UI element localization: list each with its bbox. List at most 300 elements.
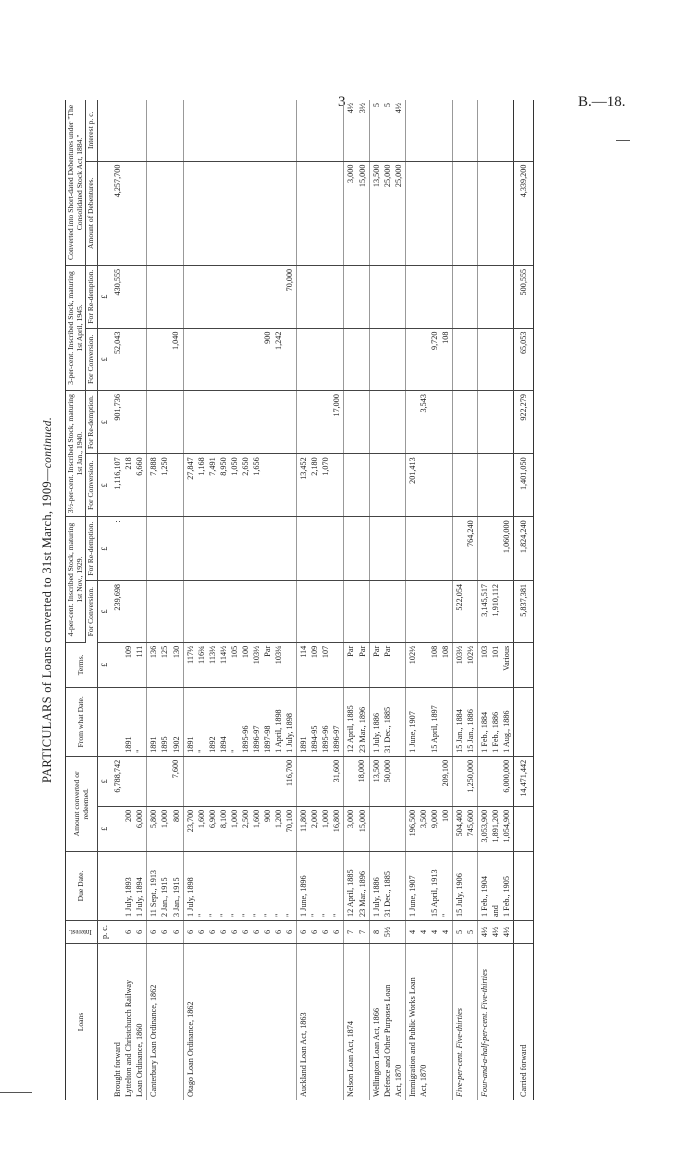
amount-detail-line: 1,000 [160, 809, 170, 829]
cell-c4-conv [478, 580, 514, 642]
amount-total-line [407, 760, 418, 803]
c3-conv-line [134, 332, 145, 388]
cell-due-date [369, 852, 405, 921]
deb-interest-line [123, 103, 134, 158]
loan-name-line: Otago Loan Ordinance, 1862 [185, 1001, 195, 1097]
cell-terms [478, 642, 514, 687]
from-date-line: " [229, 749, 239, 753]
interest-line: 6 [135, 929, 145, 935]
cell-loan-name [344, 944, 369, 1101]
c35-conv-line: 2,650 [240, 457, 250, 476]
due-date-line: 1 Feb., 1905 [502, 876, 512, 917]
table-row [183, 100, 297, 1100]
due-date-line: 3 Jan., 1915 [171, 877, 181, 917]
from-date-line: 12 April, 1885 [346, 705, 356, 753]
unit-pound: £ [98, 454, 112, 517]
amount-total-line: 1,250,000 [466, 759, 476, 793]
deb-amount-line: 13,500 [371, 164, 381, 188]
cell-amount-detail [183, 806, 297, 851]
amount-total-line: 13,500 [371, 759, 381, 783]
amount-total-line [218, 760, 229, 803]
amount-detail-line: 1,000 [321, 809, 331, 829]
c35-red-line [309, 394, 320, 450]
unit-pound: £ [98, 642, 112, 687]
cell-amount-total [183, 756, 297, 806]
amount-total-line [393, 760, 404, 803]
terms-line: 130 [171, 645, 181, 659]
carried-empty [514, 806, 534, 851]
cell-c3-red [405, 265, 452, 328]
interest-line: 6 [171, 929, 181, 935]
amount-detail-line: 3,500 [418, 809, 428, 829]
due-date-line [393, 855, 404, 917]
amount-detail-line: 2,500 [240, 809, 250, 829]
cell-c3-conv [183, 328, 297, 391]
loan-name-line: Wellington Loan Act, 1866 [371, 1008, 381, 1097]
from-date-line: 15 April, 1897 [429, 705, 439, 753]
interest-line: 6 [285, 929, 295, 935]
cell-c4-conv [405, 580, 452, 642]
cell-c3-conv [453, 328, 478, 391]
amount-detail-line: 11,800 [299, 809, 309, 832]
from-date-line: 1894-95 [310, 725, 320, 753]
col-4-conv: For Conversion. [86, 580, 98, 642]
page-number: 3 [338, 94, 346, 110]
loan-name-line: Auckland Loan Act, 1863 [299, 1012, 309, 1097]
deb-amount-line: 25,000 [382, 164, 392, 188]
c35-conv-line: 13,452 [299, 457, 309, 480]
cell-c4-conv [183, 580, 297, 642]
cell-c3-red [183, 265, 297, 328]
terms-line: 103 [480, 645, 490, 659]
amount-total-line [479, 760, 490, 803]
col-interest [66, 921, 98, 944]
from-date-line: 31 Dec., 1885 [382, 706, 392, 753]
from-date-line: 15 Jan., 1884 [455, 709, 465, 753]
cell-terms [297, 642, 344, 687]
due-date-line: " [196, 913, 206, 917]
deb-interest-line: 4½ [346, 103, 356, 114]
cell-c3-conv [111, 328, 147, 391]
c35-conv-line: 1,656 [251, 457, 261, 476]
carried-c3_conv: 65,053 [514, 328, 534, 391]
cell-c3-red [369, 265, 405, 328]
carried-c35_red: 922,279 [514, 391, 534, 454]
cell-c3-red [478, 265, 514, 328]
cell-amount-total [147, 756, 183, 806]
amount-total-line [262, 760, 273, 803]
c35-red-line [440, 394, 451, 450]
c35-conv-line: 7,888 [149, 457, 159, 476]
cell-from-date [453, 687, 478, 756]
terms-line: 109 [124, 645, 134, 659]
interest-line: 6 [310, 929, 320, 935]
unit-pound: £ [98, 517, 112, 581]
carried-empty [514, 687, 534, 756]
c4-conv-line: 522,054 [455, 583, 465, 611]
c3-conv-line [251, 332, 262, 388]
c3-conv-line: 9,720 [429, 331, 439, 350]
terms-line: 105 [229, 645, 239, 659]
cell-amount-detail [453, 806, 478, 851]
terms-line: 101 [491, 645, 501, 659]
cell-deb-interest [297, 100, 344, 161]
unit-pound: £ [98, 265, 112, 328]
c3-red-line: 430,555 [113, 268, 123, 296]
c35-conv-line [440, 457, 451, 513]
due-date-line: 1 July, 1894 [135, 877, 145, 917]
loan-name-line: Five-per-cent. Five-thirties [455, 1008, 465, 1097]
interest-line: 4 [440, 929, 450, 935]
c4-conv-line [465, 584, 476, 639]
amount-total-line [134, 760, 145, 803]
col-35-conv: For Conversion. [86, 454, 98, 517]
c35-red-line [320, 394, 331, 450]
cell-amount-detail [369, 806, 405, 851]
cell-loan-name [405, 944, 452, 1101]
cell-amount-detail [111, 806, 147, 851]
cell-c3-red [147, 265, 183, 328]
amount-total-line: 7,600 [171, 759, 181, 779]
amount-total-line [429, 760, 440, 803]
cell-c35-conv [478, 454, 514, 517]
cell-interest [369, 921, 405, 944]
col-35-red: For Re-demption. [86, 391, 98, 454]
cell-deb-interest [478, 100, 514, 161]
c3-conv-line [123, 332, 134, 388]
carried-empty [514, 921, 534, 944]
amount-total-line [207, 760, 218, 803]
due-date-line [465, 855, 476, 917]
cell-amount-detail [147, 806, 183, 851]
from-date-line: 1 Aug., 1886 [502, 710, 512, 753]
loan-name-line: Brought forward [113, 1042, 123, 1097]
c35-conv-line [171, 457, 182, 513]
cell-c35-conv [405, 454, 452, 517]
loan-name-line: Immigration and Public Works Loan [407, 977, 417, 1097]
carried-c4_red: 1,824,240 [514, 517, 534, 581]
deb-interest-line: 5 [371, 103, 381, 108]
loan-name-line: Act, 1870 [418, 1064, 428, 1097]
terms-line: Par [357, 645, 367, 657]
deb-interest-line [134, 103, 145, 158]
c35-conv-line [331, 457, 342, 513]
cell-c35-red [478, 391, 514, 454]
amount-total-line [251, 760, 262, 803]
interest-line: 8 [371, 929, 381, 935]
cell-terms [147, 642, 183, 687]
cell-c4-red [478, 517, 514, 581]
interest-line: 6 [299, 929, 309, 935]
unit-pound: £ [98, 328, 112, 391]
c3-conv-line [185, 332, 196, 388]
cell-loan-name [147, 944, 183, 1101]
cell-amount-total [405, 756, 452, 806]
amount-detail-line: 745,600 [466, 809, 476, 837]
table-row [344, 100, 369, 1100]
cell-c35-red [369, 391, 405, 454]
cell-deb-interest [147, 100, 183, 161]
c4-red-line [454, 520, 465, 577]
terms-line [331, 646, 342, 684]
interest-line: 4½ [502, 926, 512, 938]
c35-red-line [134, 394, 145, 450]
cell-c35-conv [369, 454, 405, 517]
from-date-line: 23 Mar., 1896 [357, 706, 367, 753]
interest-line: 7 [357, 929, 367, 935]
amount-detail-line: 1,200 [274, 809, 284, 829]
due-date-line: " [218, 913, 228, 917]
amount-detail-line: 23,700 [185, 809, 195, 833]
c3-conv-line [196, 332, 207, 388]
cell-c3-conv [297, 328, 344, 391]
c35-conv-line: 7,491 [207, 457, 217, 476]
table-row [147, 100, 183, 1100]
terms-line [393, 646, 404, 684]
amount-detail-line: 16,800 [332, 809, 342, 833]
table-row [478, 100, 514, 1100]
cell-c35-red [111, 391, 147, 454]
cell-deb-amount [478, 161, 514, 265]
from-date-line: 1895 [160, 736, 170, 753]
terms-line: 103½ [251, 645, 261, 665]
amount-total-line [454, 760, 465, 803]
cell-deb-interest [453, 100, 478, 161]
due-date-line: and [491, 905, 501, 917]
cell-interest [183, 921, 297, 944]
title-text: PARTICULARS of Loans converted to 31st March, 1909— [40, 468, 54, 783]
amount-detail-line: 1,054,900 [502, 809, 512, 843]
amount-total-line [240, 760, 251, 803]
cell-due-date [147, 852, 183, 921]
due-date-line: 15 April, 1913 [429, 869, 439, 917]
terms-line: 109 [310, 645, 320, 659]
cell-c35-red [183, 391, 297, 454]
cell-loan-name [111, 944, 147, 1101]
from-date-line: 1 April, 1898 [274, 709, 284, 753]
from-date-line: 1894 [218, 736, 228, 753]
deb-amount-line [123, 165, 134, 262]
from-date-line: 1891 [124, 736, 134, 753]
c3-conv-line: 900 [262, 331, 272, 344]
cell-c4-conv [147, 580, 183, 642]
interest-line: 6 [229, 929, 239, 935]
cell-from-date [297, 687, 344, 756]
interest-line: 6 [240, 929, 250, 935]
c35-conv-line: 1,050 [229, 457, 239, 476]
terms-line [418, 646, 429, 684]
due-date-line: " [310, 913, 320, 917]
cell-due-date [297, 852, 344, 921]
from-date-line: 1891 [185, 736, 195, 753]
cell-loan-name [369, 944, 405, 1101]
c3-conv-line [418, 332, 429, 388]
from-date-line: 1896-97 [332, 725, 342, 753]
cell-deb-amount [183, 161, 297, 265]
c35-conv-line: 218 [124, 457, 134, 470]
c4-red-line: 764,240 [466, 520, 476, 547]
carried-empty [514, 852, 534, 921]
c3-red-line [273, 269, 284, 325]
unit-pound: £ [98, 580, 112, 642]
interest-line: 6 [251, 929, 261, 935]
c3-conv-line: 52,043 [113, 331, 123, 355]
cell-c35-red [297, 391, 344, 454]
cell-terms [183, 642, 297, 687]
loan-name-line: Four-and-a-half-per-cent. Five-thirties [480, 969, 490, 1097]
c3-red-line [196, 269, 207, 325]
cell-deb-interest [405, 100, 452, 161]
interest-line: 7 [346, 929, 356, 935]
loan-name-line: Canterbury Loan Ordinance, 1862 [149, 984, 159, 1097]
c35-conv-line [418, 457, 429, 513]
c3-red-line [134, 269, 145, 325]
cell-from-date [405, 687, 452, 756]
c3-red-line [251, 269, 262, 325]
table-row [369, 100, 405, 1100]
due-date-line: " [274, 913, 284, 917]
loan-name-line: Defence and Other Purposes Loan [382, 984, 392, 1097]
c35-conv-line [262, 457, 273, 513]
due-date-line: 1 July, 1898 [185, 877, 195, 917]
due-date-line: 15 July, 1906 [455, 873, 465, 917]
from-date-line: 1891 [299, 736, 309, 753]
interest-line [393, 924, 404, 940]
due-date-line: 1 July, 1893 [124, 877, 134, 917]
terms-line: 136 [149, 645, 159, 659]
due-date-line: " [332, 913, 342, 917]
amount-total-line: 116,700 [284, 759, 294, 787]
amount-total-line [273, 760, 284, 803]
interest-line: 4½ [480, 926, 490, 938]
c3-conv-line [284, 332, 295, 388]
title-suffix: continued. [42, 417, 54, 469]
interest-line: 5 [466, 929, 476, 935]
cell-due-date [111, 852, 147, 921]
from-date-line: 1892 [207, 736, 217, 753]
deb-amount-line: 3,000 [346, 164, 356, 183]
amount-total-line [229, 760, 240, 803]
due-date-line: 11 Sept., 1913 [149, 869, 159, 917]
amount-total-line [196, 760, 207, 803]
amount-detail-line: 800 [171, 809, 181, 823]
cell-amount-detail [297, 806, 344, 851]
interest-line: 5 [455, 929, 465, 935]
cell-from-date [111, 687, 147, 756]
amount-total-line [298, 760, 309, 803]
cell-c35-red [405, 391, 452, 454]
amount-total-line [320, 760, 331, 803]
c4-red-line: 1,060,000 [502, 520, 512, 554]
due-date-line: " [263, 913, 273, 917]
amount-total-line [490, 760, 501, 803]
cell-due-date [344, 852, 369, 921]
terms-line: 107 [321, 645, 331, 659]
c4-red-line [123, 520, 134, 577]
amount-detail-line: 5,800 [149, 809, 159, 829]
cell-amount-detail [478, 806, 514, 851]
cell-due-date [405, 852, 452, 921]
c4-red-line [490, 520, 501, 577]
table-row [297, 100, 344, 1100]
cell-interest [297, 921, 344, 944]
c3-red-line [262, 269, 273, 325]
cell-deb-amount [111, 161, 147, 265]
cell-c3-conv [405, 328, 452, 391]
deb-amount-line [134, 165, 145, 262]
col-deb-interest: Interest p. c. [86, 100, 98, 161]
amount-total-line: 209,100 [440, 759, 450, 787]
amount-detail-line: 3,000 [346, 809, 356, 829]
col-deb-amount: Amount of Debentures. [86, 161, 98, 265]
cell-deb-amount [369, 161, 405, 265]
amount-detail-line: 9,000 [429, 809, 439, 829]
cell-c4-conv [453, 580, 478, 642]
cell-interest [478, 921, 514, 944]
amount-total-line [309, 760, 320, 803]
deb-amount-line: 4,257,700 [113, 164, 123, 198]
c35-red-line [407, 394, 418, 450]
c35-conv-line: 27,847 [185, 457, 195, 480]
cell-c4-red [405, 517, 452, 581]
interest-line: 6 [218, 929, 228, 935]
from-date-line [418, 691, 429, 753]
amount-total-line: 31,600 [332, 759, 342, 783]
terms-line: 125 [160, 645, 170, 659]
cell-c35-conv [453, 454, 478, 517]
cell-loan-name [183, 944, 297, 1101]
deb-interest-line [112, 103, 123, 158]
table-row [111, 100, 147, 1100]
cell-interest [111, 921, 147, 944]
amount-detail-line [112, 810, 123, 848]
c35-conv-line: 1,070 [321, 457, 331, 476]
cell-loan-name [297, 944, 344, 1101]
amount-total-line [159, 760, 170, 803]
interest-line: 6 [332, 929, 342, 935]
carried-c35_conv: 1,401,050 [514, 454, 534, 517]
c4-conv-line [134, 584, 145, 639]
carried-empty [514, 642, 534, 687]
amount-detail-line: 200 [124, 809, 134, 823]
due-date-line [418, 855, 429, 917]
cell-c4-red [297, 517, 344, 581]
loans-table [65, 100, 534, 1100]
amount-detail-line: 1,891,200 [491, 809, 501, 843]
cell-due-date [453, 852, 478, 921]
c3-red-line [229, 269, 240, 325]
group-converted-debentures: Converted into Short-dated Debentures under "The Consolidated Stock Act, 1884." [66, 100, 86, 265]
cell-amount-total [478, 756, 514, 806]
loan-name-line: Act, 1870 [393, 1064, 403, 1097]
interest-line [112, 924, 123, 940]
terms-line: Par [382, 645, 392, 657]
due-date-line: " [440, 913, 450, 917]
cell-deb-interest [183, 100, 297, 161]
col-3-conv: For Conversion. [86, 328, 98, 391]
due-date-line: 2 Jan., 1915 [160, 877, 170, 917]
cell-interest [453, 921, 478, 944]
amount-detail-line: 3,053,900 [480, 809, 490, 843]
terms-line: 108 [429, 645, 439, 659]
cell-c4-red [183, 517, 297, 581]
terms-line [112, 646, 123, 684]
interest-line: 4 [429, 929, 439, 935]
due-date-line: 1 Feb., 1904 [480, 876, 490, 917]
from-date-line [112, 691, 123, 753]
due-date-line: 1 June, 1896 [299, 875, 309, 917]
c3-red-line [207, 269, 218, 325]
